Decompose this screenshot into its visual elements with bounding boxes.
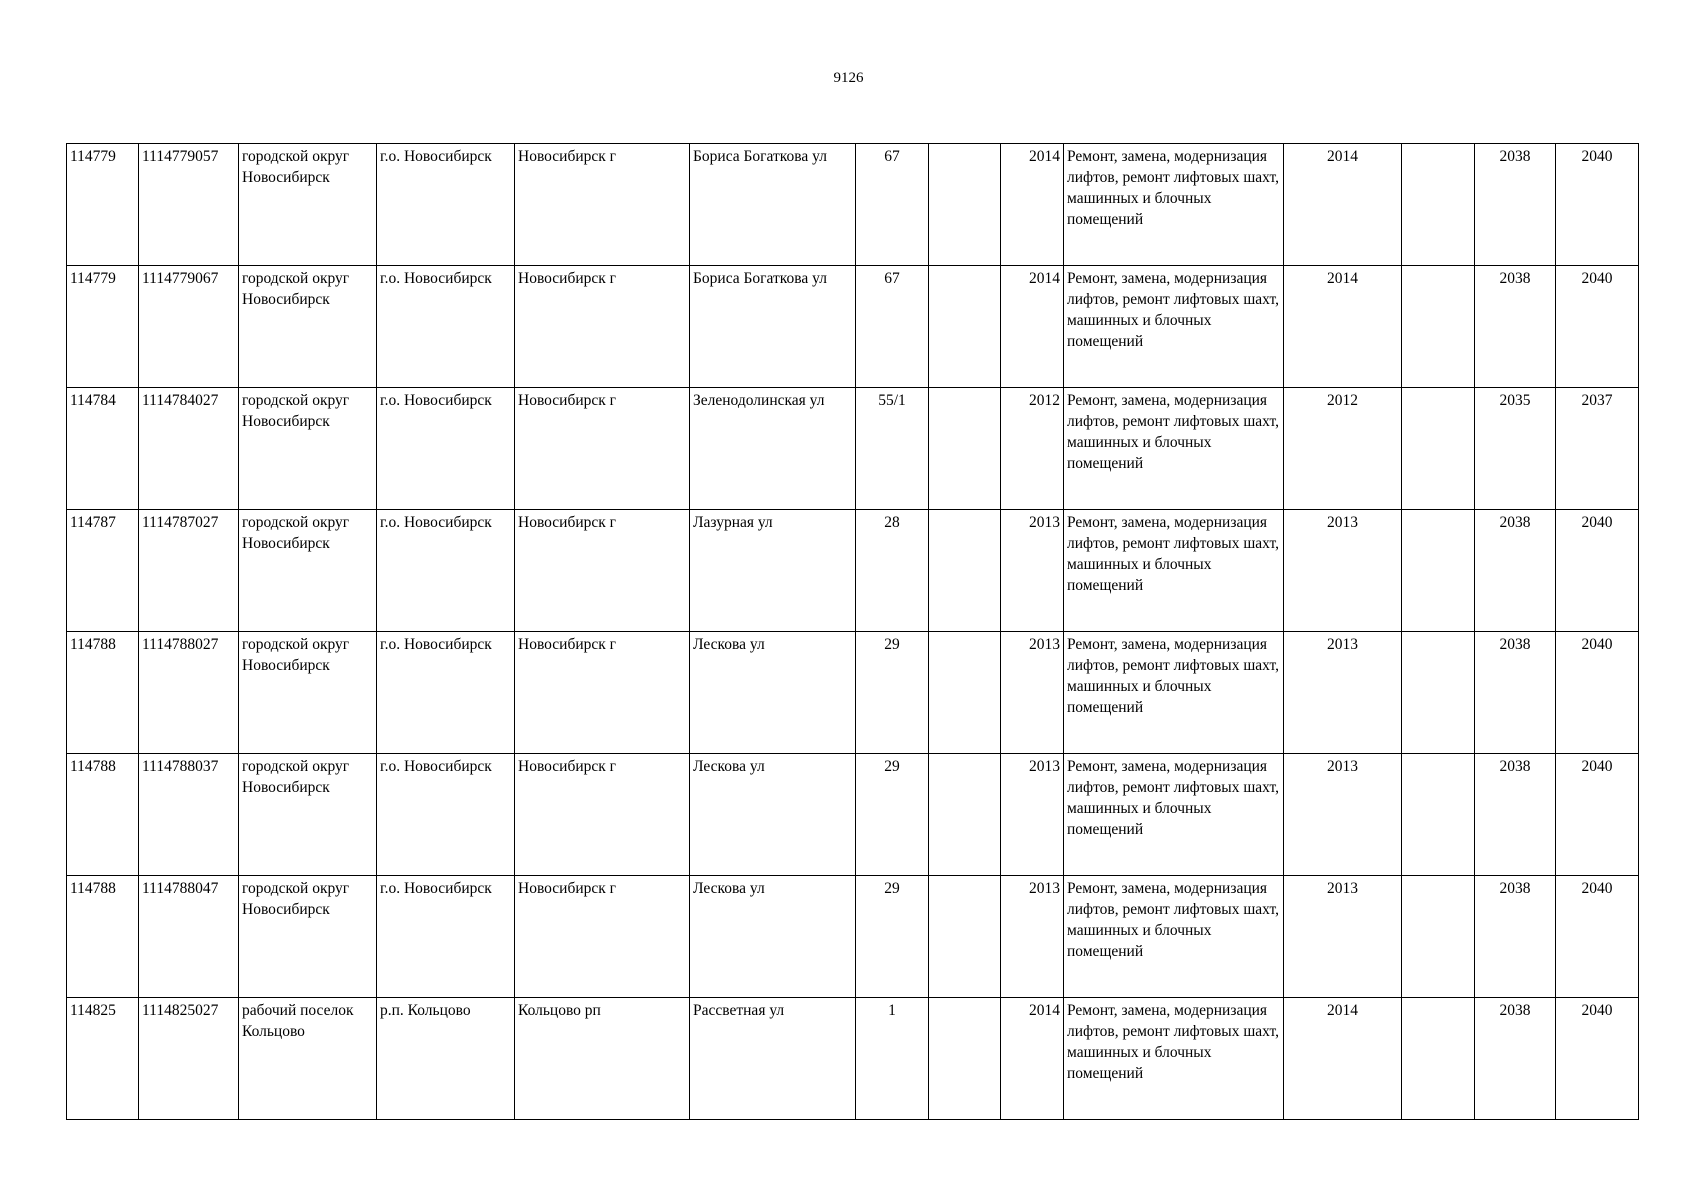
cell-work: Ремонт, замена, модернизация лифтов, ремонт лифтовых шахт, машинных и блочных помещений <box>1064 144 1284 266</box>
cell-settlement: Кольцово рп <box>515 998 690 1120</box>
cell-building <box>929 754 1001 876</box>
cell-street: Бориса Богаткова ул <box>690 266 856 388</box>
cell-building <box>929 510 1001 632</box>
table-row <box>67 876 1639 998</box>
cell-work: Ремонт, замена, модернизация лифтов, ремонт лифтовых шахт, машинных и блочных помещений <box>1064 754 1284 876</box>
cell-work: Ремонт, замена, модернизация лифтов, ремонт лифтовых шахт, машинных и блочных помещений <box>1064 266 1284 388</box>
cell-house: 67 <box>856 144 929 266</box>
cell-settlement: Новосибирск г <box>515 632 690 754</box>
cell-year-built: 2014 <box>1001 266 1064 388</box>
cell-year-built: 2013 <box>1001 510 1064 632</box>
cell-municipality-short: г.о. Новосибирск <box>377 876 515 998</box>
cell-id: 114825 <box>67 998 139 1120</box>
cell-settlement: Новосибирск г <box>515 388 690 510</box>
table-body <box>67 144 1639 1120</box>
cell-municipality-short: г.о. Новосибирск <box>377 632 515 754</box>
cell-year-to: 2040 <box>1556 144 1639 266</box>
cell-year-built: 2014 <box>1001 144 1064 266</box>
table-row <box>67 754 1639 876</box>
cell-code: 1114779057 <box>139 144 239 266</box>
cell-code: 1114788037 <box>139 754 239 876</box>
cell-extra <box>1402 998 1475 1120</box>
cell-work: Ремонт, замена, модернизация лифтов, ремонт лифтовых шахт, машинных и блочных помещений <box>1064 632 1284 754</box>
cell-municipality-short: г.о. Новосибирск <box>377 754 515 876</box>
cell-settlement: Новосибирск г <box>515 510 690 632</box>
cell-year-from: 2038 <box>1475 632 1556 754</box>
cell-street: Бориса Богаткова ул <box>690 144 856 266</box>
cell-municipality-short: г.о. Новосибирск <box>377 144 515 266</box>
cell-work: Ремонт, замена, модернизация лифтов, ремонт лифтовых шахт, машинных и блочных помещений <box>1064 998 1284 1120</box>
table-row <box>67 510 1639 632</box>
cell-house: 28 <box>856 510 929 632</box>
cell-work: Ремонт, замена, модернизация лифтов, ремонт лифтовых шахт, машинных и блочных помещений <box>1064 388 1284 510</box>
cell-year-from: 2035 <box>1475 388 1556 510</box>
table-row <box>67 632 1639 754</box>
cell-id: 114788 <box>67 754 139 876</box>
cell-municipality: городской округ Новосибирск <box>239 876 377 998</box>
cell-street: Лескова ул <box>690 632 856 754</box>
cell-house: 29 <box>856 876 929 998</box>
cell-house: 55/1 <box>856 388 929 510</box>
cell-municipality: городской округ Новосибирск <box>239 266 377 388</box>
cell-building <box>929 632 1001 754</box>
cell-year-from: 2038 <box>1475 510 1556 632</box>
cell-settlement: Новосибирск г <box>515 266 690 388</box>
cell-year-from: 2038 <box>1475 754 1556 876</box>
cell-year-from: 2038 <box>1475 266 1556 388</box>
cell-year-from: 2038 <box>1475 144 1556 266</box>
cell-code: 1114784027 <box>139 388 239 510</box>
cell-municipality-short: г.о. Новосибирск <box>377 266 515 388</box>
cell-work: Ремонт, замена, модернизация лифтов, ремонт лифтовых шахт, машинных и блочных помещений <box>1064 876 1284 998</box>
cell-id: 114787 <box>67 510 139 632</box>
cell-settlement: Новосибирск г <box>515 144 690 266</box>
cell-year-last: 2013 <box>1284 632 1402 754</box>
cell-extra <box>1402 266 1475 388</box>
cell-municipality: городской округ Новосибирск <box>239 510 377 632</box>
cell-municipality-short: г.о. Новосибирск <box>377 388 515 510</box>
cell-settlement: Новосибирск г <box>515 876 690 998</box>
cell-municipality: городской округ Новосибирск <box>239 754 377 876</box>
cell-municipality: городской округ Новосибирск <box>239 632 377 754</box>
cell-year-last: 2013 <box>1284 754 1402 876</box>
cell-year-to: 2040 <box>1556 754 1639 876</box>
cell-year-to: 2040 <box>1556 998 1639 1120</box>
cell-municipality: городской округ Новосибирск <box>239 144 377 266</box>
cell-house: 29 <box>856 754 929 876</box>
cell-street: Лескова ул <box>690 754 856 876</box>
cell-code: 1114787027 <box>139 510 239 632</box>
cell-year-last: 2012 <box>1284 388 1402 510</box>
cell-id: 114788 <box>67 632 139 754</box>
cell-id: 114784 <box>67 388 139 510</box>
cell-year-to: 2040 <box>1556 510 1639 632</box>
cell-year-to: 2040 <box>1556 632 1639 754</box>
cell-year-built: 2013 <box>1001 632 1064 754</box>
cell-year-last: 2013 <box>1284 876 1402 998</box>
cell-municipality-short: р.п. Кольцово <box>377 998 515 1120</box>
cell-building <box>929 266 1001 388</box>
cell-extra <box>1402 388 1475 510</box>
table-row <box>67 388 1639 510</box>
cell-year-built: 2012 <box>1001 388 1064 510</box>
cell-code: 1114825027 <box>139 998 239 1120</box>
cell-year-last: 2013 <box>1284 510 1402 632</box>
cell-extra <box>1402 876 1475 998</box>
cell-building <box>929 388 1001 510</box>
cell-year-to: 2040 <box>1556 876 1639 998</box>
cell-code: 1114788027 <box>139 632 239 754</box>
cell-house: 1 <box>856 998 929 1120</box>
cell-house: 67 <box>856 266 929 388</box>
cell-settlement: Новосибирск г <box>515 754 690 876</box>
cell-year-last: 2014 <box>1284 144 1402 266</box>
cell-building <box>929 998 1001 1120</box>
cell-year-built: 2013 <box>1001 754 1064 876</box>
cell-extra <box>1402 754 1475 876</box>
cell-id: 114788 <box>67 876 139 998</box>
cell-year-from: 2038 <box>1475 876 1556 998</box>
cell-building <box>929 876 1001 998</box>
cell-street: Лазурная ул <box>690 510 856 632</box>
cell-municipality: городской округ Новосибирск <box>239 388 377 510</box>
cell-year-to: 2040 <box>1556 266 1639 388</box>
page-number: 9126 <box>833 70 864 86</box>
cell-extra <box>1402 632 1475 754</box>
cell-year-last: 2014 <box>1284 998 1402 1120</box>
cell-id: 114779 <box>67 144 139 266</box>
cell-code: 1114788047 <box>139 876 239 998</box>
cell-id: 114779 <box>67 266 139 388</box>
cell-year-built: 2013 <box>1001 876 1064 998</box>
cell-year-last: 2014 <box>1284 266 1402 388</box>
cell-year-to: 2037 <box>1556 388 1639 510</box>
cell-street: Рассветная ул <box>690 998 856 1120</box>
cell-code: 1114779067 <box>139 266 239 388</box>
cell-work: Ремонт, замена, модернизация лифтов, ремонт лифтовых шахт, машинных и блочных помещений <box>1064 510 1284 632</box>
table-row <box>67 266 1639 388</box>
cell-building <box>929 144 1001 266</box>
cell-municipality: рабочий поселок Кольцово <box>239 998 377 1120</box>
cell-year-built: 2014 <box>1001 998 1064 1120</box>
table-row <box>67 144 1639 266</box>
cell-municipality-short: г.о. Новосибирск <box>377 510 515 632</box>
cell-extra <box>1402 510 1475 632</box>
register-table <box>66 143 1639 1120</box>
cell-extra <box>1402 144 1475 266</box>
table-row <box>67 998 1639 1120</box>
cell-year-from: 2038 <box>1475 998 1556 1120</box>
cell-street: Лескова ул <box>690 876 856 998</box>
cell-street: Зеленодолинская ул <box>690 388 856 510</box>
cell-house: 29 <box>856 632 929 754</box>
